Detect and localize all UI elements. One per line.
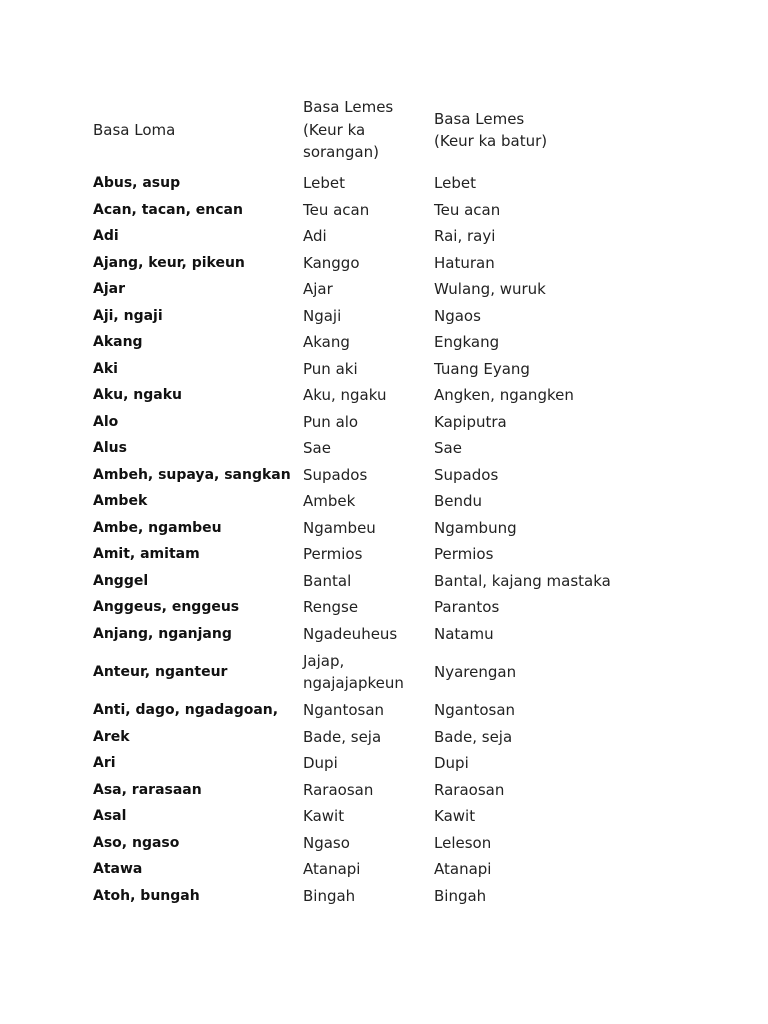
cell-basa-loma: Alus (93, 440, 127, 456)
cell-basa-loma: Ambeh, supaya, sangkan (93, 466, 291, 483)
cell-basa-lemes-batur: Sae (434, 439, 462, 457)
table-row (93, 329, 733, 356)
header-basa-lemes-batur: Basa Lemes (Keur ka batur) (434, 109, 548, 150)
cell-basa-lemes-sorangan: Ngadeuheus (303, 624, 398, 643)
cell-basa-lemes-sorangan: Aku, ngaku (303, 386, 387, 404)
cell-basa-loma: Anteur, nganteur (93, 663, 228, 680)
cell-basa-lemes-batur: Dupi (434, 754, 469, 772)
cell-basa-lemes-sorangan: Dupi (303, 754, 338, 772)
table-row (93, 777, 733, 804)
cell-basa-loma: Adi (93, 228, 119, 244)
cell-basa-lemes-sorangan: Bingah (303, 886, 356, 905)
cell-basa-loma: Ambe, ngambeu (93, 519, 222, 536)
cell-basa-lemes-batur: Lebet (434, 174, 476, 192)
cell-basa-lemes-batur: Kawit (434, 807, 476, 825)
cell-basa-lemes-batur: Wulang, wuruk (434, 280, 546, 298)
cell-basa-lemes-sorangan: Ngaso (303, 833, 350, 852)
cell-basa-lemes-sorangan: Teu acan (303, 200, 370, 219)
cell-basa-lemes-batur: Kapiputra (434, 412, 507, 431)
cell-basa-loma: Aku, ngaku (93, 387, 183, 403)
cell-basa-loma: Anjang, nganjang (93, 625, 232, 642)
cell-basa-lemes-sorangan: Ambek (303, 492, 356, 510)
table-body (93, 170, 733, 909)
cell-basa-lemes-sorangan: Atanapi (303, 860, 361, 878)
cell-basa-lemes-sorangan: Kawit (303, 807, 345, 825)
table-row (93, 568, 733, 595)
cell-basa-loma: Akang (93, 334, 143, 350)
cell-basa-lemes-batur: Bade, seja (434, 727, 513, 746)
table-row (93, 697, 733, 724)
cell-basa-lemes-sorangan: Ajar (303, 280, 333, 298)
cell-basa-lemes-sorangan: Bade, seja (303, 727, 382, 746)
table-row (93, 409, 733, 436)
cell-basa-lemes-batur: Rai, rayi (434, 227, 496, 245)
table-row (93, 170, 733, 197)
cell-basa-lemes-sorangan: Akang (303, 333, 350, 351)
cell-basa-lemes-batur: Haturan (434, 253, 495, 272)
cell-basa-lemes-batur: Angken, ngangken (434, 386, 574, 404)
cell-basa-lemes-sorangan: Sae (303, 439, 331, 457)
cell-basa-lemes-batur: Parantos (434, 598, 500, 616)
table-row (93, 382, 733, 409)
table-row (93, 435, 733, 462)
table-row (93, 462, 733, 489)
cell-basa-lemes-batur: Bantal, kajang mastaka (434, 571, 611, 590)
table-row (93, 303, 733, 330)
header-basa-lemes-sorangan: Basa Lemes (Keur ka sorangan) (303, 98, 394, 162)
cell-basa-loma: Atoh, bungah (93, 887, 200, 904)
cell-basa-loma: Ajar (93, 281, 125, 297)
cell-basa-lemes-sorangan: Permios (303, 545, 363, 563)
cell-basa-lemes-batur: Raraosan (434, 780, 505, 799)
cell-basa-lemes-sorangan: Adi (303, 227, 327, 245)
cell-basa-lemes-sorangan: Pun alo (303, 412, 359, 431)
cell-basa-lemes-sorangan: Bantal (303, 571, 352, 590)
cell-basa-lemes-batur: Supados (434, 465, 499, 484)
cell-basa-lemes-sorangan: Ngantosan (303, 701, 385, 719)
cell-basa-lemes-batur: Engkang (434, 333, 500, 351)
cell-basa-lemes-batur: Ngaos (434, 306, 481, 325)
cell-basa-loma: Acan, tacan, encan (93, 201, 243, 218)
table-row (93, 883, 733, 910)
cell-basa-lemes-batur: Ngantosan (434, 701, 516, 719)
table-row (93, 856, 733, 883)
table-row (93, 621, 733, 648)
table-row (93, 356, 733, 383)
cell-basa-loma: Ambek (93, 493, 148, 509)
cell-basa-lemes-sorangan: Rengse (303, 598, 359, 616)
cell-basa-loma: Alo (93, 413, 119, 430)
table-row (93, 223, 733, 250)
cell-basa-lemes-batur: Teu acan (434, 200, 501, 219)
table-row (93, 750, 733, 777)
cell-basa-lemes-sorangan: Lebet (303, 174, 345, 192)
cell-basa-loma: Aki (93, 360, 118, 377)
table-row (93, 830, 733, 857)
cell-basa-loma: Ajang, keur, pikeun (93, 254, 245, 271)
cell-basa-loma: Aso, ngaso (93, 834, 180, 851)
cell-basa-loma: Anggeus, enggeus (93, 599, 240, 615)
cell-basa-lemes-batur: Permios (434, 545, 494, 563)
cell-basa-loma: Aji, ngaji (93, 307, 163, 324)
cell-basa-loma: Ari (93, 755, 116, 771)
cell-basa-lemes-batur: Tuang Eyang (434, 359, 530, 378)
cell-basa-lemes-sorangan: Supados (303, 465, 368, 484)
cell-basa-loma: Asal (93, 808, 127, 824)
table-row (93, 515, 733, 542)
cell-basa-loma: Amit, amitam (93, 546, 200, 562)
cell-basa-loma: Arek (93, 728, 130, 745)
table-row (93, 488, 733, 515)
table-row (93, 197, 733, 224)
cell-basa-loma: Asa, rarasaan (93, 781, 202, 798)
cell-basa-lemes-batur: Atanapi (434, 860, 492, 878)
cell-basa-loma: Anggel (93, 572, 149, 589)
table-row (93, 594, 733, 621)
header-basa-loma: Basa Loma (93, 120, 176, 139)
cell-basa-lemes-sorangan: Kanggo (303, 253, 360, 272)
cell-basa-lemes-batur: Ngambung (434, 518, 517, 537)
cell-basa-lemes-batur: Natamu (434, 624, 494, 643)
cell-basa-lemes-sorangan: Ngambeu (303, 518, 376, 537)
cell-basa-lemes-sorangan: Jajap, ngajajapkeun (303, 651, 404, 692)
cell-basa-lemes-sorangan: Pun aki (303, 359, 358, 378)
cell-basa-lemes-sorangan: Ngaji (303, 306, 342, 325)
cell-basa-lemes-batur: Bingah (434, 886, 487, 905)
table-row (93, 276, 733, 303)
cell-basa-loma: Atawa (93, 861, 143, 877)
cell-basa-lemes-sorangan: Raraosan (303, 780, 374, 799)
table-row (93, 803, 733, 830)
table-row (93, 647, 733, 697)
table-row (93, 541, 733, 568)
cell-basa-lemes-batur: Nyarengan (434, 662, 517, 681)
cell-basa-lemes-batur: Leleson (434, 833, 492, 852)
table-row (93, 724, 733, 751)
table-row (93, 250, 733, 277)
cell-basa-loma: Anti, dago, ngadagoan, (93, 702, 279, 718)
vocabulary-table (93, 96, 733, 909)
cell-basa-loma: Abus, asup (93, 175, 181, 191)
table-header (93, 96, 733, 164)
cell-basa-lemes-batur: Bendu (434, 492, 483, 510)
